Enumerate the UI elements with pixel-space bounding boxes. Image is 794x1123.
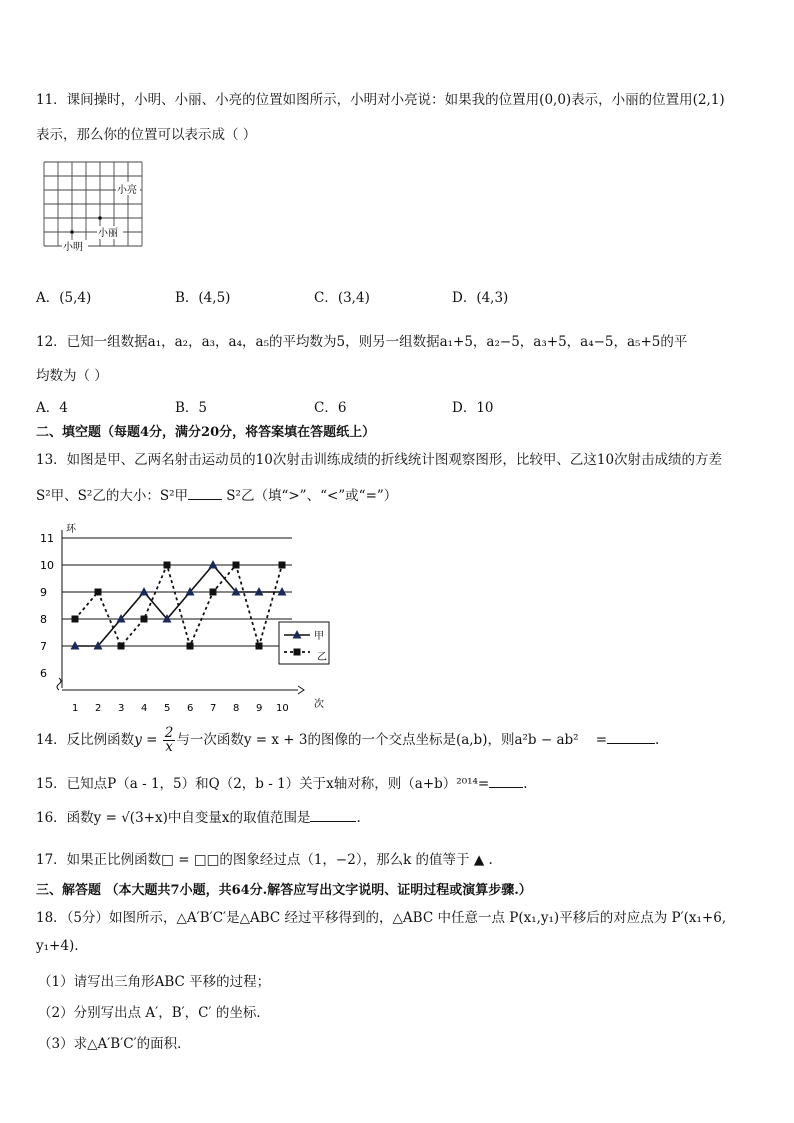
x-tick-label: 7 (210, 703, 217, 714)
q11-option-a[interactable]: A．(5,4) (36, 290, 92, 306)
q14-answer-blank[interactable] (607, 743, 655, 744)
series-line-yi (75, 565, 282, 646)
xiaoli-point (98, 216, 102, 220)
q12-option-c[interactable]: C．6 (314, 400, 347, 416)
section-2-heading: 二、填空题（每题4分，满分20分，将答案填在答题纸上） (36, 425, 376, 440)
xiaoming-point (70, 230, 74, 234)
x-tick-label: 10 (276, 703, 289, 714)
y-tick-label: 6 (40, 667, 47, 680)
yi-point (187, 643, 194, 650)
yi-point (95, 589, 102, 596)
yi-point (210, 589, 217, 596)
q18-part-3: （3）求△A′B′C′的面积． (38, 1036, 191, 1052)
q13-line1: 13．如图是甲、乙两名射击运动员的10次射击训练成绩的折线统计图观察图形，比较甲、乙这10次射击成绩的方差 (36, 452, 723, 468)
position-grid-figure (40, 152, 150, 260)
legend-yi-label: 乙 (317, 652, 327, 663)
q13-line2-mid: S²乙 (226, 488, 255, 504)
y-tick-label: 10 (40, 559, 54, 572)
xiaoliang-label: 小亮 (117, 185, 137, 196)
xiaoming-label: 小明 (63, 242, 83, 253)
yi-point (72, 616, 79, 623)
q13-line2-prefix: S²甲、S²乙的大小：S²甲 (36, 488, 188, 504)
q14: 14．反比例函数y = $\frac{2}{x}$ 与一次函数y = x + 3的图像的一个交点坐标是(a,b)，则a²b − ab² = . (36, 724, 660, 755)
q12-line2: 均数为（ ） (36, 368, 108, 384)
yi-point (164, 562, 171, 569)
q16-text: 16．函数y = √(3+x)中自变量x的取值范围是 (36, 810, 311, 826)
q11-option-b[interactable]: B．(4,5) (175, 290, 231, 306)
q13-answer-blank[interactable] (188, 499, 222, 500)
x-axis-label: 次 (314, 699, 324, 710)
x-tick-label: 1 (72, 703, 79, 714)
q11-option-d[interactable]: D．(4,3) (452, 290, 509, 306)
q18-part-2: （2）分别写出点 A′，B′，C′ 的坐标． (38, 1005, 270, 1021)
q13-line2 (36, 484, 397, 504)
section-3-heading: 三、解答题 （本大题共7小题，共64分.解答应写出文字说明、证明过程或演算步骤.） (36, 883, 532, 898)
q14-prefix: 14．反比例函数 (36, 732, 135, 748)
y-tick-label: 9 (40, 586, 47, 599)
q13-line2-suffix: （填“>”、“<”或“=”） (254, 488, 398, 504)
q14-suffix: = (595, 732, 608, 748)
yi-point (141, 616, 148, 623)
q12-option-d[interactable]: D．10 (452, 400, 494, 416)
q15-answer-blank[interactable] (489, 787, 523, 788)
x-tick-label: 3 (118, 703, 125, 714)
jia-point (140, 587, 149, 596)
q18-line2: y₁+4). (36, 938, 79, 954)
q11-line2: 表示，那么你的位置可以表示成（ ） (36, 127, 257, 143)
y-tick-label: 11 (40, 532, 54, 545)
q15: 15．已知点P（a - 1，5）和Q（2，b - 1）关于x轴对称，则（a+b）²⁰¹⁴= . (36, 776, 528, 792)
y-tick-label: 8 (40, 613, 47, 626)
x-tick-label: 9 (256, 703, 263, 714)
q16-answer-blank[interactable] (310, 821, 356, 822)
q14-middle: 与一次函数y = x + 3的图像的一个交点坐标是(a,b)，则a²b − ab² (176, 732, 579, 748)
x-axis-arrow (298, 686, 304, 694)
legend-jia-label: 甲 (314, 631, 324, 642)
x-tick-label: 8 (233, 703, 240, 714)
q18-line1: 18．（5分）如图所示，△A′B′C′是△ABC 经过平移得到的，△ABC 中任意一点 P(x₁,y₁)平移后的对应点为 P′(x₁+6, (36, 910, 727, 926)
q17-text: 17．如果正比例函数□ = □□的图象经过点（1，−2），那么k 的值等于 ▲ . (36, 852, 493, 868)
q12-line1: 12．已知一组数据a₁，a₂，a₃，a₄，a₅的平均数为5，则另一组数据a₁+5，a₂−5，a₃+5，a₄−5，a₅+5的平 (36, 334, 688, 350)
q12-option-b[interactable]: B．5 (175, 400, 208, 416)
jia-point (209, 560, 218, 569)
shooting-scores-chart (30, 518, 340, 718)
q14-fraction: $\frac{2}{x}$ (164, 724, 174, 755)
q11-line1: 11．课间操时，小明、小丽、小亮的位置如图所示，小明对小亮说：如果我的位置用(0,0)表示，小丽的位置用(2,1) (36, 92, 725, 108)
y-tick-label: 7 (40, 640, 47, 653)
q18-part-1: （1）请写出三角形ABC 平移的过程； (38, 974, 271, 990)
y-axis-label: 环 (66, 524, 76, 535)
x-tick-label: 5 (164, 703, 171, 714)
yi-point (118, 643, 125, 650)
q11-option-c[interactable]: C．(3,4) (314, 290, 370, 306)
x-tick-label: 6 (187, 703, 194, 714)
yi-point (233, 562, 240, 569)
x-tick-label: 4 (141, 703, 148, 714)
x-tick-label: 2 (95, 703, 102, 714)
q15-text: 15．已知点P（a - 1，5）和Q（2，b - 1）关于x轴对称，则（a+b）²⁰¹⁴= (36, 776, 490, 792)
yi-point (256, 643, 263, 650)
q16: 16．函数y = √(3+x)中自变量x的取值范围是 . (36, 810, 361, 826)
xiaoli-label: 小丽 (98, 228, 118, 239)
legend-yi-marker (294, 649, 301, 656)
axis-break (57, 678, 61, 690)
yi-point (279, 562, 286, 569)
q12-option-a[interactable]: A．4 (36, 400, 68, 416)
